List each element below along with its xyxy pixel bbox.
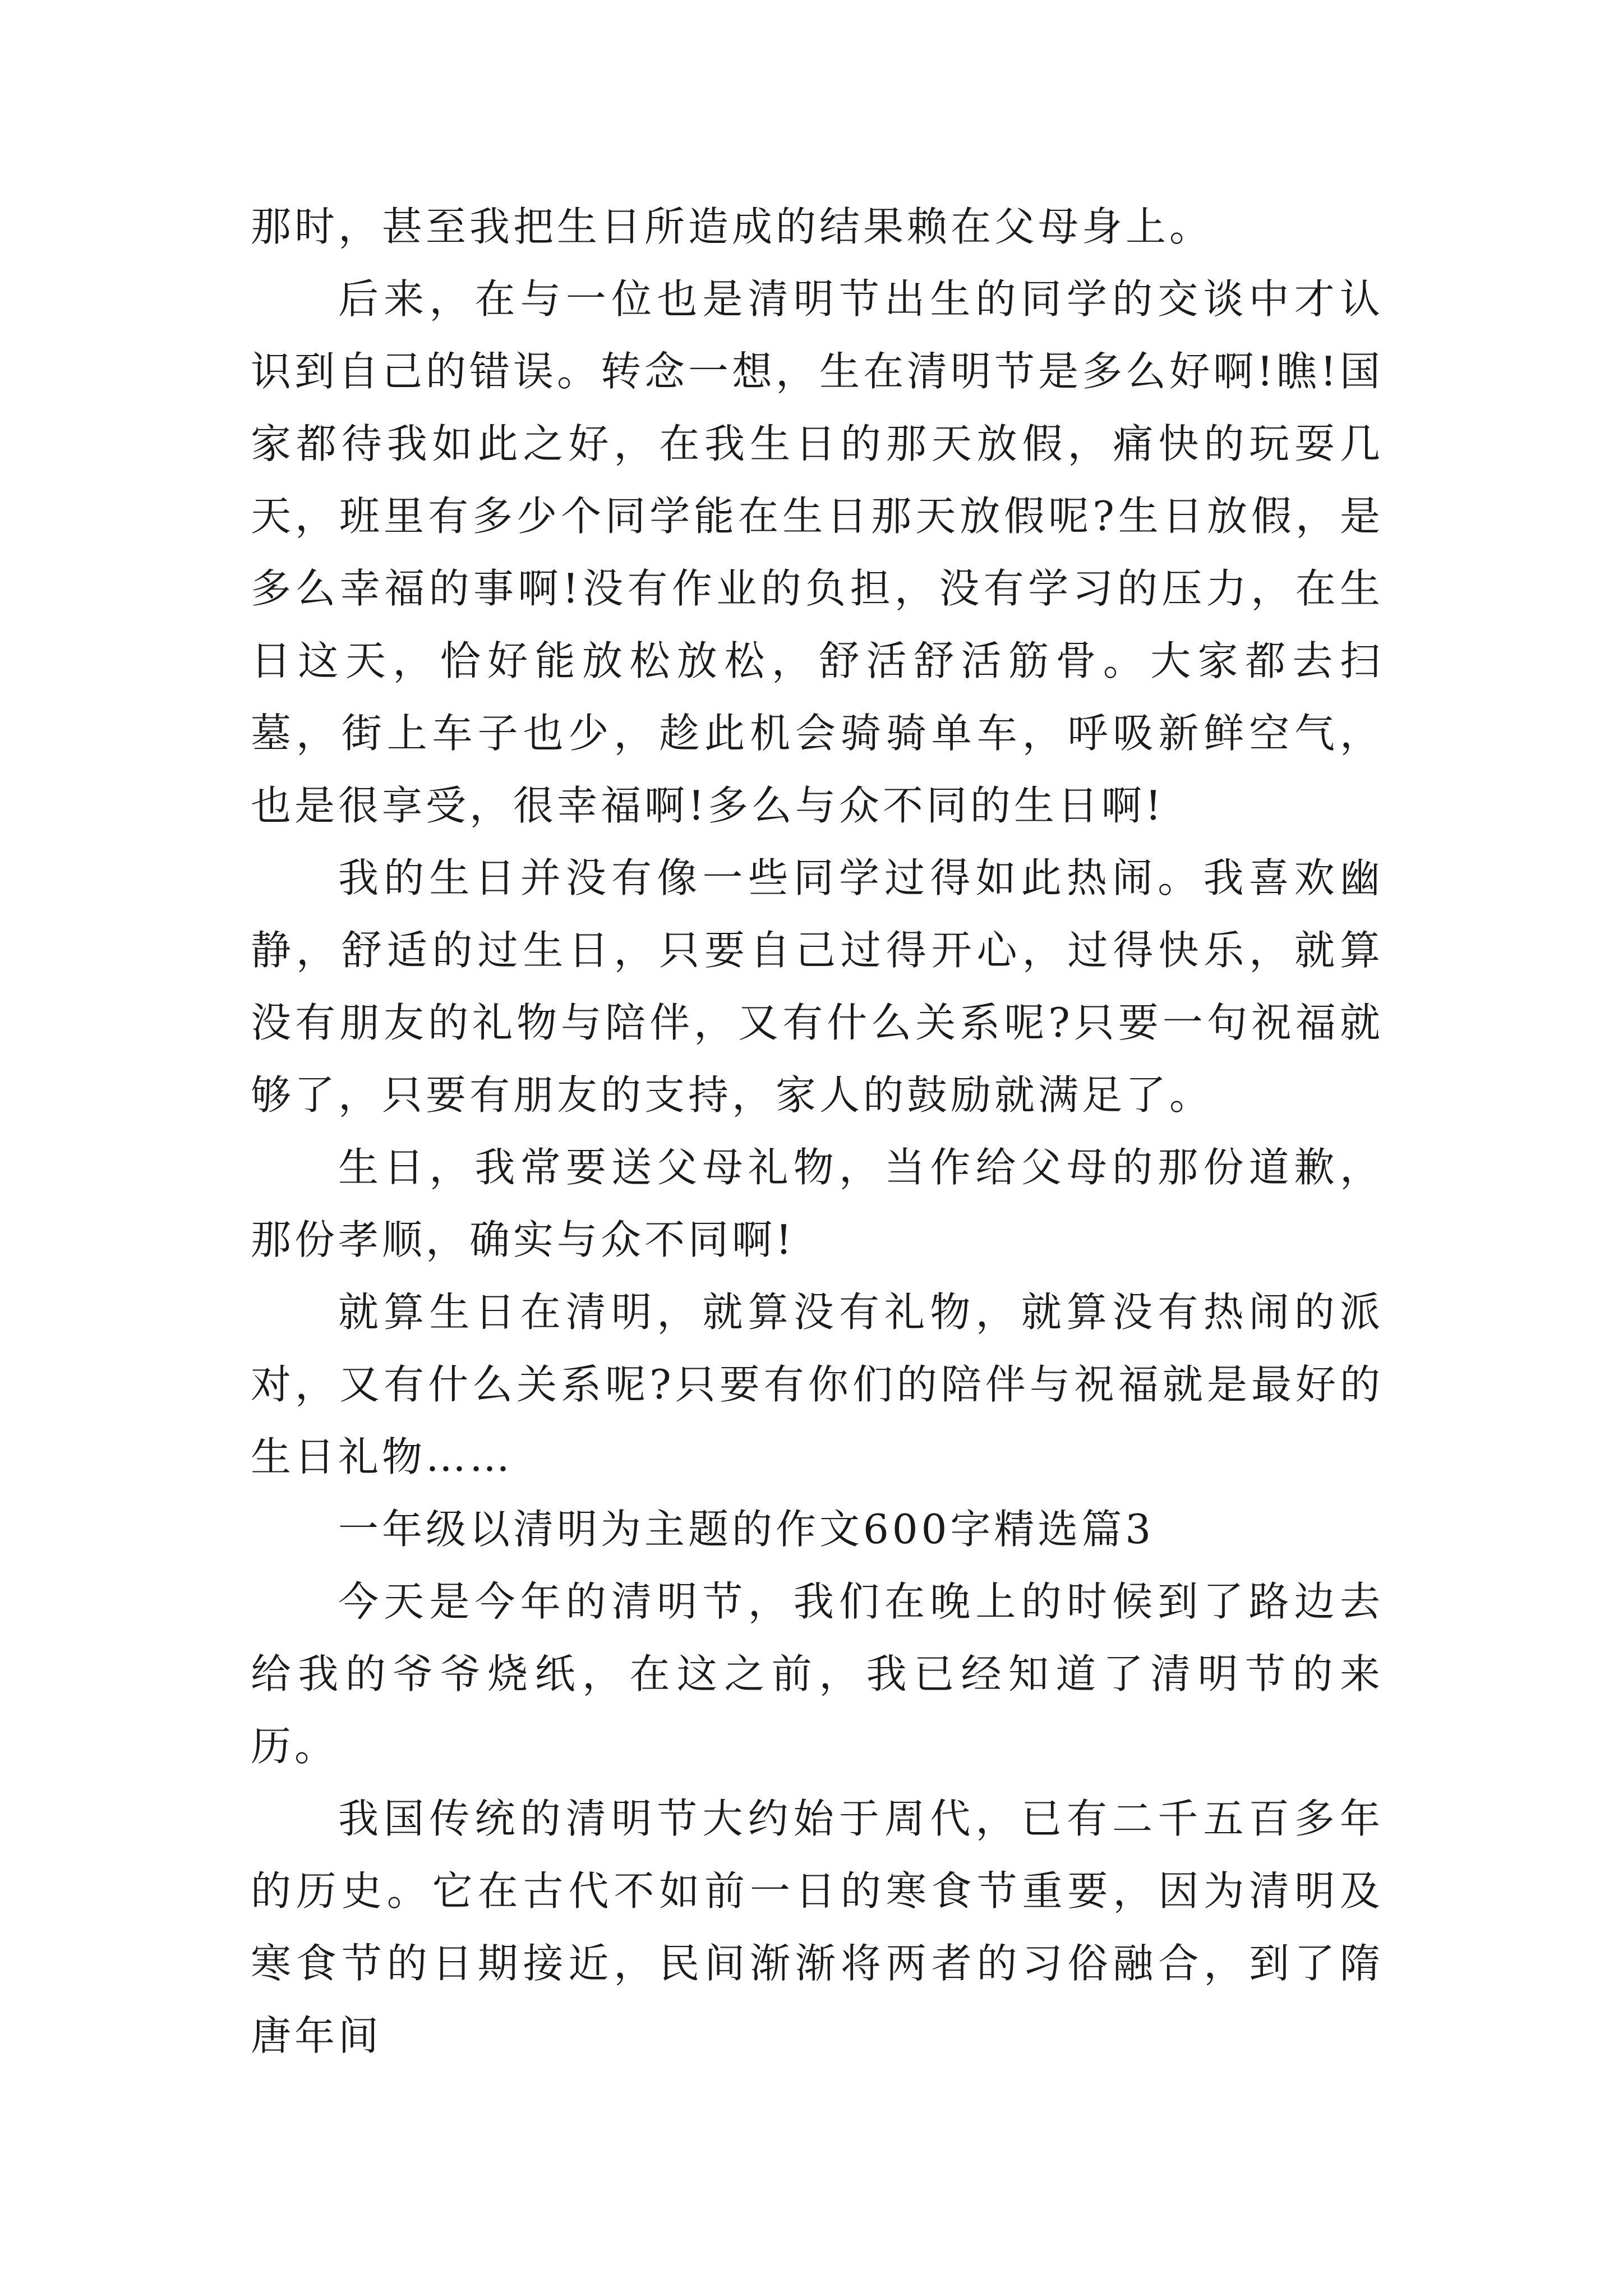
- paragraph-3: 我的生日并没有像一些同学过得如此热闹。我喜欢幽静，舒适的过生日，只要自己过得开心，过得快乐，就算没有朋友的礼物与陪伴，又有什么关系呢?只要一句祝福就够了，只要有朋友的支持，家人的鼓励就满足了。: [251, 854, 1384, 1119]
- paragraph-1: 那时，甚至我把生日所造成的结果赖在父母身上。: [251, 203, 1214, 250]
- paragraph-4: 生日，我常要送父母礼物，当作给父母的那份道歉，那份孝顺，确实与众不同啊!: [251, 1144, 1384, 1263]
- paragraph-8: 我国传统的清明节大约始于周代，已有二千五百多年的历史。它在古代不如前一日的寒食节重要，因为清明及寒食节的日期接近，民间渐渐将两者的习俗融合，到了隋唐年间: [251, 1795, 1384, 2059]
- paragraph-5: 就算生日在清明，就算没有礼物，就算没有热闹的派对，又有什么关系呢?只要有你们的陪伴与祝福就是最好的生日礼物……: [251, 1289, 1384, 1480]
- document-body: [251, 191, 1384, 2072]
- paragraph-7: 今天是今年的清明节，我们在晚上的时候到了路边去给我的爷爷烧纸，在这之前，我已经知道了清明节的来历。: [251, 1578, 1384, 1770]
- paragraph-2: 后来，在与一位也是清明节出生的同学的交谈中才认识到自己的错误。转念一想，生在清明节是多么好啊!瞧!国家都待我如此之好，在我生日的那天放假，痛快的玩耍几天，班里有多少个同学能在生日那天放假呢?生日放假，是多么幸福的事啊!没有作业的负担，没有学习的压力，在生日这天，恰好能放松放松，舒活舒活筋骨。大家都去扫墓，街上车子也少，趁此机会骑骑单车，呼吸新鲜空气，也是很享受，很幸福啊!多么与众不同的生日啊!: [251, 275, 1384, 829]
- section-heading: 一年级以清明为主题的作文600字精选篇3: [338, 1506, 1155, 1553]
